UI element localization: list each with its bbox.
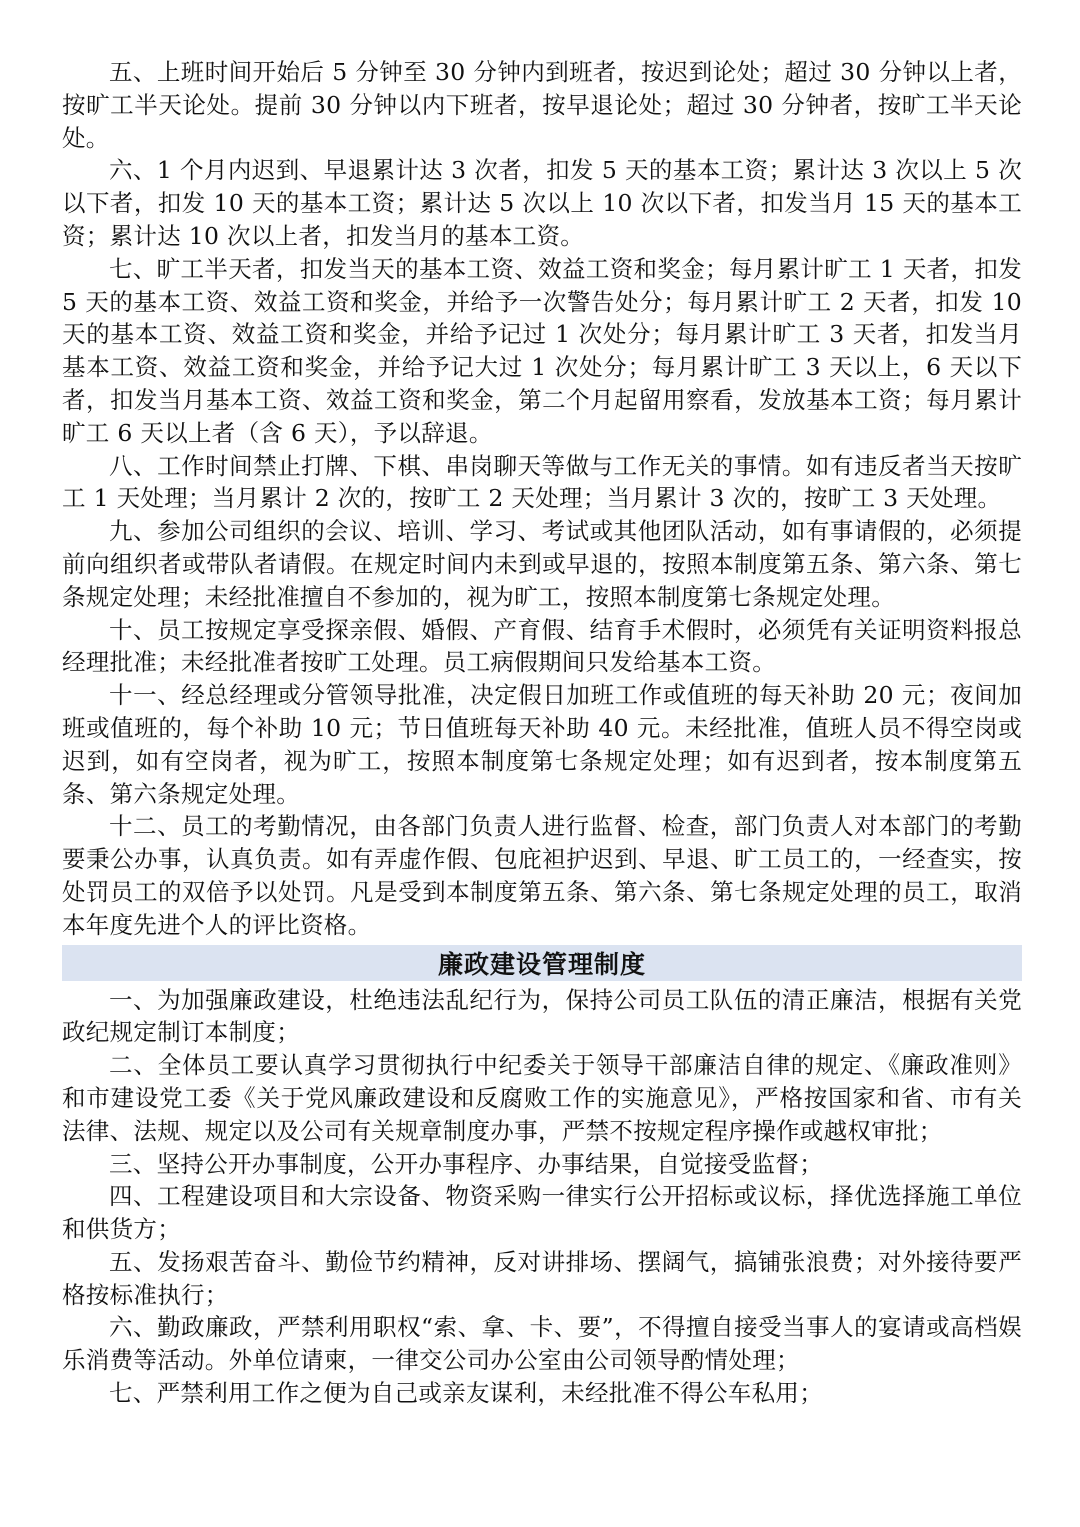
integrity-clause-6: 六、勤政廉政，严禁利用职权“索、拿、卡、要”，不得擅自接受当事人的宴请或高档娱乐消费等活动。外单位请柬，一律交公司办公室由公司领导酌情处理； (62, 1313, 1022, 1375)
clause-8: 八、工作时间禁止打牌、下棋、串岗聊天等做与工作无关的事情。如有违反者当天按旷工 1 天处理；当月累计 2 次的，按旷工 2 天处理；当月累计 3 次的，按旷工 3 天处理。 (62, 451, 1022, 513)
integrity-clause-1: 一、为加强廉政建设，杜绝违法乱纪行为，保持公司员工队伍的清正廉洁，根据有关党政纪规定制订本制度； (62, 985, 1022, 1047)
clause-11: 十一、经总经理或分管领导批准，决定假日加班工作或值班的每天补助 20 元；夜间加班或值班的，每个补助 10 元；节日值班每天补助 40 元。未经批准，值班人员不得空岗或迟到，如有空岗者，视为旷工，按照本制度第七条规定处理；如有迟到者，按本制度第五条、第六条规定处理。 (62, 681, 1022, 808)
integrity-clause-7: 七、严禁利用工作之便为自己或亲友谋利，未经批准不得公车私用； (109, 1379, 823, 1408)
integrity-clause-3: 三、坚持公开办事制度，公开办事程序、办事结果，自觉接受监督； (109, 1149, 823, 1178)
integrity-section (62, 984, 1022, 1410)
section-heading-band (62, 945, 1022, 981)
clause-7: 七、旷工半天者，扣发当天的基本工资、效益工资和奖金；每月累计旷工 1 天者，扣发 5 天的基本工资、效益工资和奖金，并给予一次警告处分；每月累计旷工 2 天者，扣发 10 天的基本工资、效益工资和奖金，并给予记过 1 次处分；每月累计旷工 3 天者，扣发当月基本工资、效益工资和奖金，并给予记大过 1 次处分；每月累计旷工 3 天以上，6 天以下者，扣发当月基本工资、效益工资和奖金，第二个月起留用察看，发放基本工资；每月累计旷工 6 天以上者（含 6 天），予以辞退。 (62, 254, 1022, 447)
clause-6: 六、1 个月内迟到、早退累计达 3 次者，扣发 5 天的基本工资；累计达 3 次以上 5 次以下者，扣发 10 天的基本工资；累计达 5 次以上 10 次以下者，扣发当月 15 天的基本工资；累计达 10 次以上者，扣发当月的基本工资。 (62, 156, 1022, 250)
integrity-clause-5: 五、发扬艰苦奋斗、勤俭节约精神，反对讲排场、摆阔气，搞铺张浪费；对外接待要严格按标准执行； (62, 1247, 1022, 1309)
section-heading: 廉政建设管理制度 (437, 949, 646, 979)
clause-9: 九、参加公司组织的会议、培训、学习、考试或其他团队活动，如有事请假的，必须提前向组织者或带队者请假。在规定时间内未到或早退的，按照本制度第五条、第六条、第七条规定处理；未经批准擅自不参加的，视为旷工，按照本制度第七条规定处理。 (62, 517, 1022, 611)
clause-5: 五、上班时间开始后 5 分钟至 30 分钟内到班者，按迟到论处；超过 30 分钟以上者，按旷工半天论处。提前 30 分钟以内下班者，按早退论处；超过 30 分钟者，按旷工半天论处。 (62, 58, 1022, 152)
clause-12: 十二、员工的考勤情况，由各部门负责人进行监督、检查，部门负责人对本部门的考勤要秉公办事，认真负责。如有弄虚作假、包庇袒护迟到、早退、旷工员工的，一经查实，按处罚员工的双倍予以处罚。凡是受到本制度第五条、第六条、第七条规定处理的员工，取消本年度先进个人的评比资格。 (62, 812, 1022, 939)
attendance-section (62, 56, 1022, 942)
integrity-clause-2: 二、全体员工要认真学习贯彻执行中纪委关于领导干部廉洁自律的规定、《廉政准则》和市建设党工委《关于党风廉政建设和反腐败工作的实施意见》，严格按国家和省、市有关法律、法规、规定以及公司有关规章制度办事，严禁不按规定程序操作或越权审批； (62, 1051, 1022, 1145)
clause-10: 十、员工按规定享受探亲假、婚假、产育假、结育手术假时，必须凭有关证明资料报总经理批准；未经批准者按旷工处理。员工病假期间只发给基本工资。 (62, 615, 1022, 677)
integrity-clause-4: 四、工程建设项目和大宗设备、物资采购一律实行公开招标或议标，择优选择施工单位和供货方； (62, 1182, 1022, 1244)
